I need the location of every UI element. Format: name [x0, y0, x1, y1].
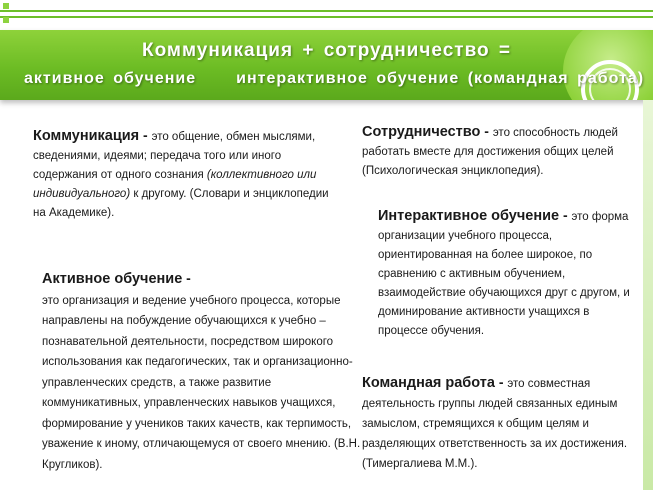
definition-text: это организация и ведение учебного процесса, которые направлены на побуждение обучающихся к учебно – познавательной деятельности, посредством широкого использования как педагогических, так и организационно-управленческих средств, а также развитие коммуникативных, управленческих навыков учащихся, формирование у учеников таких качеств, как терпимость, уважение к иному, отличающемуся от своего мнению. (В.Н. Кругликов).: [42, 294, 361, 471]
term-active-learning: Активное обучение: [42, 271, 183, 287]
communication-definition: [33, 126, 333, 223]
term-dash: -: [480, 123, 493, 139]
side-bar-decor: [643, 100, 653, 490]
top-stripe: [0, 10, 653, 12]
decor-dots: [3, 3, 9, 31]
subtitle-right: интерактивное обучение (командная работа): [236, 70, 645, 87]
slide-title: Коммуникация + сотрудничество =: [141, 40, 511, 61]
definition-text: к другому. (Словари и энциклопедии на Академике).: [33, 188, 329, 219]
term-dash: -: [182, 270, 191, 286]
teamwork-definition: [362, 372, 642, 474]
interactive-learning-definition: [378, 206, 638, 341]
definition-italic: (коллективного или индивидуального): [33, 169, 317, 200]
term-dash: -: [494, 374, 508, 390]
slide-subtitle: [24, 70, 644, 88]
term-dash: -: [139, 127, 152, 143]
decor-dot: [3, 3, 9, 9]
term-communication: Коммуникация: [33, 128, 140, 144]
term-cooperation: Сотрудничество: [362, 124, 481, 140]
cooperation-definition: [362, 122, 632, 181]
top-bar: [0, 0, 653, 30]
definition-text: это форма организации учебного процесса, ориентированная на более широкое, по сравнению с активным обучением, взаимодействие обучающихся друг с другом, и доминирование активности учащихся в процессе обучения.: [378, 211, 630, 337]
active-learning-definition: [42, 268, 362, 475]
term-dash: -: [559, 207, 572, 223]
decor-dot: [3, 17, 9, 23]
definition-text: это способность людей работать вместе для достижения общих целей (Психологическая энциклопедия).: [362, 127, 618, 177]
definition-text: это совместная деятельность группы людей связанных единым замыслом, стремящихся к общим целям и разделяющих ответственность за их достижения. (Тимергалиева М.М.).: [362, 378, 628, 470]
definition-text: это общение, обмен мыслями, сведениями, идеями; передача того или иного содержания от одного сознания: [33, 131, 316, 181]
term-teamwork: Командная работа: [362, 375, 495, 391]
term-interactive-learning: Интерактивное обучение: [378, 208, 560, 224]
top-stripe: [0, 16, 653, 18]
subtitle-left: активное обучение: [24, 70, 197, 87]
